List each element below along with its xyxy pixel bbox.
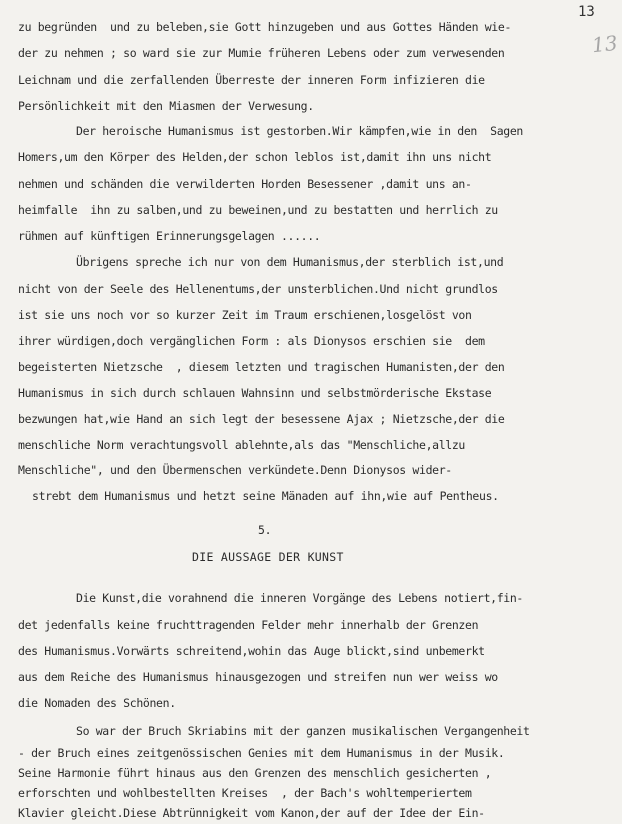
text-line: rühmen auf künftigen Erinnerungsgelagen ...... xyxy=(18,229,321,243)
text-line: Die Kunst,die vorahnend die inneren Vorgänge des Lebens notiert,fin- xyxy=(76,591,524,605)
text-line: begeisterten Nietzsche , diesem letzten und tragischen Humanisten,der den xyxy=(18,360,505,374)
text-line: Humanismus in sich durch schlauen Wahnsinn und selbstmörderische Ekstase xyxy=(18,386,492,400)
pencil-page-mark: 13 xyxy=(590,30,619,58)
text-line: der zu nehmen ; so ward sie zur Mumie früheren Lebens oder zum verwesenden xyxy=(18,46,505,60)
text-line: Menschliche", und den Übermenschen verkündete.Denn Dionysos wider- xyxy=(18,463,452,477)
text-line: des Humanismus.Vorwärts schreitend,wohin das Auge blickt,sind unbemerkt xyxy=(18,644,485,658)
text-line: Klavier gleicht.Diese Abtrünnigkeit vom Kanon,der auf der Idee der Ein- xyxy=(18,806,485,820)
text-line: strebt dem Humanismus und hetzt seine Mänaden auf ihn,wie auf Pentheus. xyxy=(32,489,499,503)
text-line: nehmen und schänden die verwilderten Horden Besessener ,damit uns an- xyxy=(18,177,472,191)
text-line: det jedenfalls keine fruchttragenden Felder mehr innerhalb der Grenzen xyxy=(18,618,479,632)
page-number: 13 xyxy=(578,4,595,20)
text-line: ist sie uns noch vor so kurzer Zeit im Traum erschienen,losgelöst von xyxy=(18,308,472,322)
text-line: bezwungen hat,wie Hand an sich legt der besessene Ajax ; Nietzsche,der die xyxy=(18,412,505,426)
text-line: Homers,um den Körper des Helden,der schon leblos ist,damit ihn uns nicht xyxy=(18,150,492,164)
text-line: Leichnam und die zerfallenden Überreste der inneren Form infizieren die xyxy=(18,73,485,87)
text-line: - der Bruch eines zeitgenössischen Genies mit dem Humanismus in der Musik. xyxy=(18,746,505,760)
text-line: So war der Bruch Skriabins mit der ganzen musikalischen Vergangenheit xyxy=(76,724,530,738)
text-line: erforschten und wohlbestellten Kreises , der Bach's wohltemperiertem xyxy=(18,786,472,800)
section-number: 5. xyxy=(258,523,272,537)
text-line: nicht von der Seele des Hellenentums,der unsterblichen.Und nicht grundlos xyxy=(18,282,498,296)
text-line: menschliche Norm verachtungsvoll ablehnte,als das "Menschliche,allzu xyxy=(18,438,466,452)
text-line: Seine Harmonie führt hinaus aus den Grenzen des menschlich gesicherten , xyxy=(18,766,492,780)
text-line: heimfalle ihn zu salben,und zu beweinen,und zu bestatten und herrlich zu xyxy=(18,203,498,217)
text-line: die Nomaden des Schönen. xyxy=(18,696,176,710)
text-line: Persönlichkeit mit den Miasmen der Verwesung. xyxy=(18,99,314,113)
text-line: Übrigens spreche ich nur von dem Humanismus,der sterblich ist,und xyxy=(76,255,504,269)
text-line: ihrer würdigen,doch vergänglichen Form : als Dionysos erschien sie dem xyxy=(18,334,485,348)
text-line: Der heroische Humanismus ist gestorben.Wir kämpfen,wie in den Sagen xyxy=(76,124,524,138)
text-line: zu begründen und zu beleben,sie Gott hinzugeben und aus Gottes Händen wie- xyxy=(18,20,512,34)
section-title: DIE AUSSAGE DER KUNST xyxy=(192,550,344,564)
text-line: aus dem Reiche des Humanismus hinausgezogen und streifen nun wer weiss wo xyxy=(18,670,498,684)
